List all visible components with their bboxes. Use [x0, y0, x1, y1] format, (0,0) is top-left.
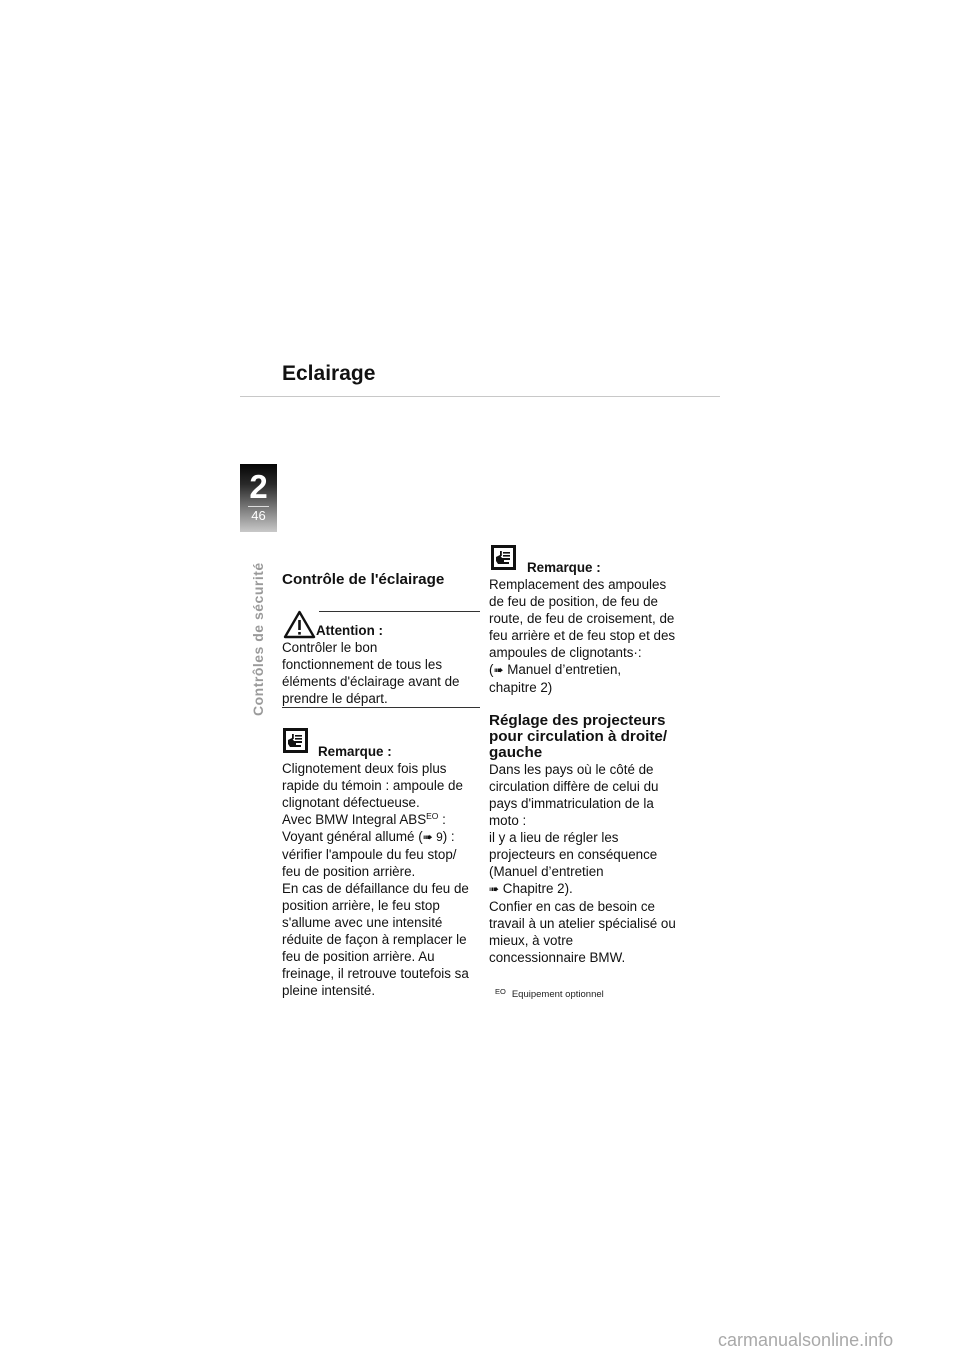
chapter-tab — [240, 464, 277, 532]
note-line-ref: (➠ Manuel d’entretien, — [489, 662, 622, 677]
note-line: position arrière, le feu stop — [282, 898, 440, 913]
attention-block — [282, 622, 482, 707]
note-line-abs: Avec BMW Integral $ABS^{EO}$ : — [282, 811, 446, 827]
arrow-reference-icon[interactable]: ➠ — [493, 663, 504, 677]
note-line: En cas de défaillance du feu de — [282, 881, 469, 896]
section-heading-headlight-adjust: gauche — [489, 744, 543, 761]
attention-top-rule — [319, 611, 480, 612]
page-reference-link[interactable]: ➠ 9 — [422, 830, 443, 844]
body-line: pays d'immatriculation de la — [489, 796, 654, 811]
arrow-reference-icon[interactable]: ➠ — [489, 882, 500, 896]
attention-label: Attention : — [316, 623, 383, 638]
body-line: circulation diffère de celui du — [489, 779, 659, 794]
body-line: travail à un atelier spécialisé ou — [489, 916, 676, 931]
title-divider — [240, 396, 720, 397]
page-title: Eclairage — [282, 362, 376, 385]
body-line: il y a lieu de régler les — [489, 830, 619, 845]
section-heading-lighting-check: Contrôle de l'éclairage — [282, 571, 445, 588]
attention-line: prendre le départ. — [282, 691, 388, 706]
note-line: Remplacement des ampoules — [489, 577, 667, 592]
note-line: de feu de position, de feu de — [489, 594, 659, 609]
body-line: concessionnaire BMW. — [489, 950, 626, 965]
body-line: projecteurs en conséquence — [489, 847, 658, 862]
attention-line: éléments d'éclairage avant de — [282, 674, 460, 689]
body-line: mieux, à votre — [489, 933, 574, 948]
note-line: rapide du témoin : ampoule de — [282, 778, 463, 793]
chapter-number: 2 — [249, 468, 268, 505]
note-line: s'allume avec une intensité — [282, 915, 443, 930]
note-line-voyant: Voyant général allumé (➠ 9) : — [282, 829, 455, 844]
footnote-mark: EO — [495, 987, 506, 996]
attention-line: fonctionnement de tous les — [282, 657, 443, 672]
attention-line: Contrôler le bon — [282, 640, 378, 655]
chapter-divider — [248, 506, 269, 507]
note-line: pleine intensité. — [282, 983, 376, 998]
headlight-section — [489, 713, 699, 966]
note-line: route, de feu de croisement, de — [489, 611, 675, 626]
note-line: Clignotement deux fois plus — [282, 761, 447, 776]
note-line: chapitre 2) — [489, 680, 553, 695]
note-label: Remarque : — [318, 744, 392, 759]
note-label: Remarque : — [527, 560, 601, 575]
note-line: feu de position arrière. Au — [282, 949, 435, 964]
note-line: feu de position arrière. — [282, 864, 416, 879]
attention-bottom-rule — [282, 707, 480, 708]
watermark: carmanualsonline.info — [718, 1330, 894, 1350]
body-line: Confier en cas de besoin ce — [489, 899, 655, 914]
footnote-text: Equipement optionnel — [511, 989, 604, 1000]
section-heading-headlight-adjust: pour circulation à droite/ — [489, 728, 668, 745]
optional-equipment-mark: EO — [426, 811, 439, 821]
body-line: Dans les pays où le côté de — [489, 762, 654, 777]
note-line: freinage, il retrouve toutefois sa — [282, 966, 469, 981]
left-column — [282, 572, 482, 588]
note-line: ampoules de clignotants·: — [489, 645, 642, 660]
section-side-label: Contrôles de sécurité — [250, 562, 266, 716]
section-heading-headlight-adjust: Réglage des projecteurs — [489, 712, 666, 729]
note-block-right — [489, 559, 699, 696]
body-line-chapitre: ➠ Chapitre 2). — [489, 881, 573, 896]
page-number: 46 — [251, 508, 266, 523]
footnote — [495, 987, 604, 1000]
note-line: feu arrière et de feu stop et des — [489, 628, 676, 643]
body-line: (Manuel d’entretien — [489, 864, 604, 879]
body-line: moto : — [489, 813, 527, 828]
note-line: réduite de façon à remplacer le — [282, 932, 467, 947]
note-block-left — [282, 743, 482, 999]
note-line: clignotant défectueuse. — [282, 795, 420, 810]
note-line: vérifier l'ampoule du feu stop/ — [282, 847, 457, 862]
